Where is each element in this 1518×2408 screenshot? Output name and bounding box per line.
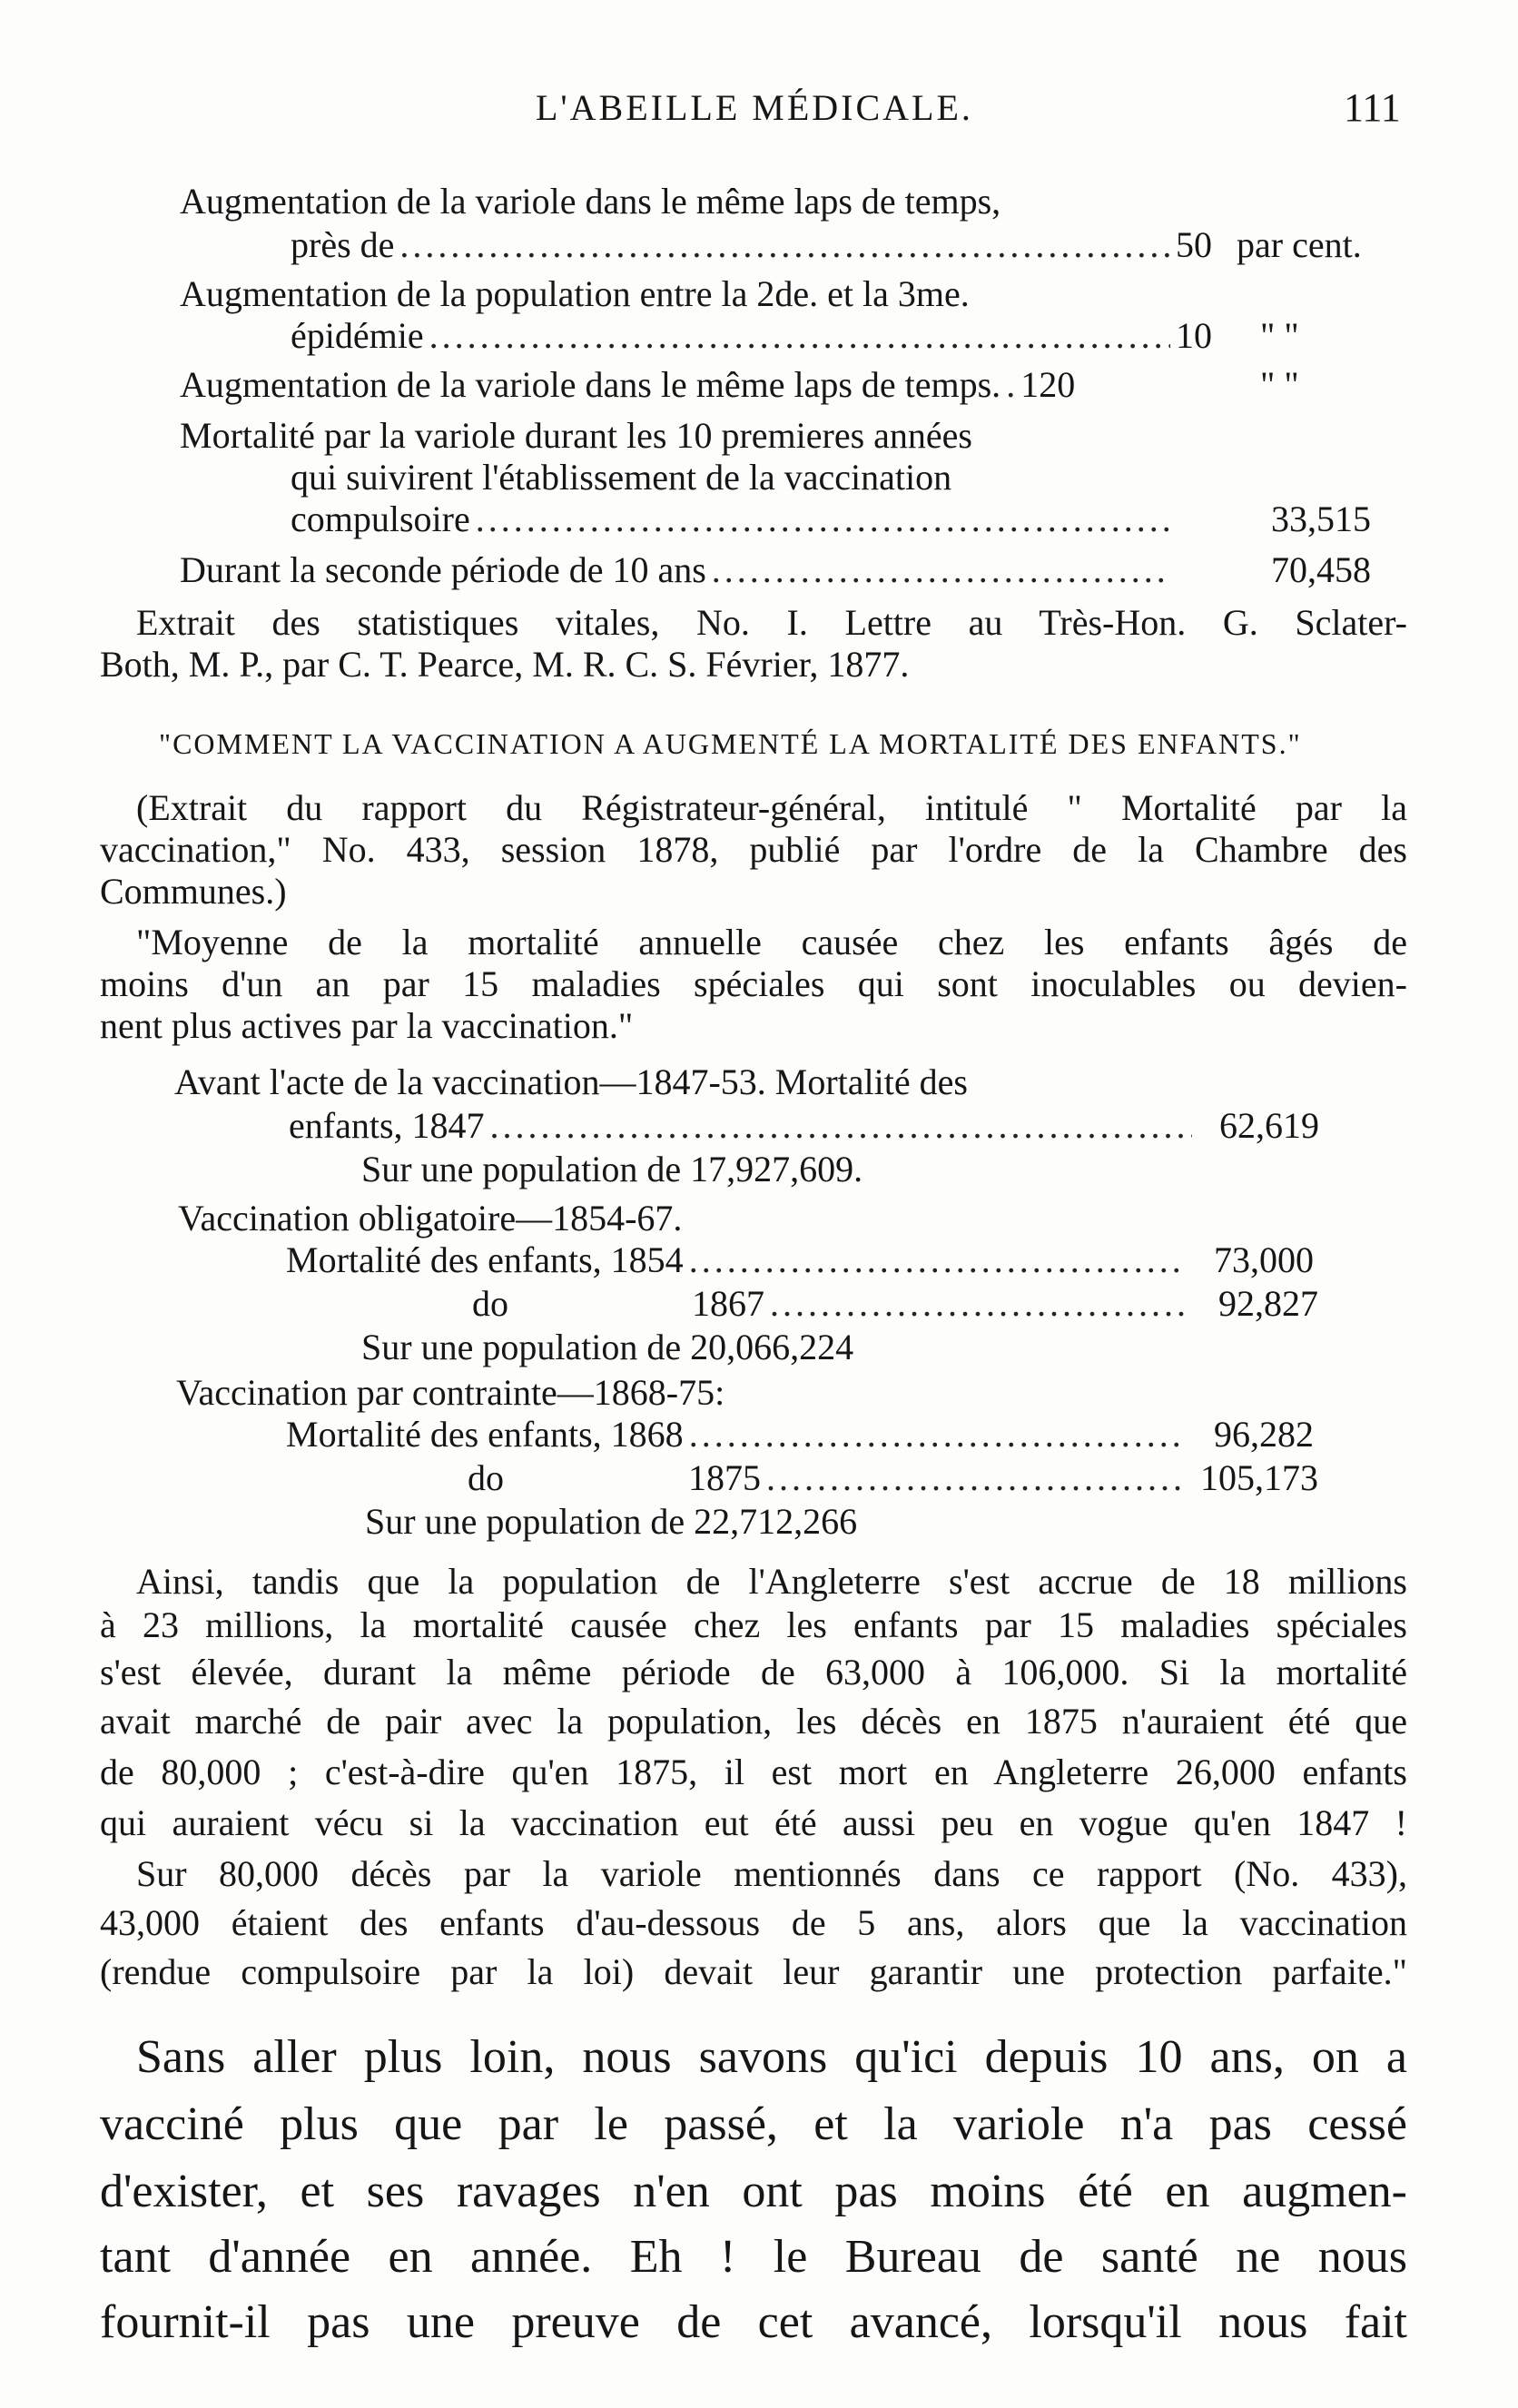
table-row-value: 96,282 [1214, 1414, 1314, 1455]
leader-dots [490, 1104, 1192, 1148]
table-row-ditto: do [468, 1457, 504, 1498]
leader-dots [429, 314, 1170, 358]
table-row [286, 1239, 1314, 1282]
table-row [692, 1282, 1318, 1326]
intro-line: moins d'un an par 15 maladies spéciales qui sont inoculables ou devien- [100, 963, 1407, 1004]
stats-row-value: 10 [1176, 315, 1212, 356]
intro-line: Communes.) [100, 871, 287, 912]
stats-row-value: 50 [1176, 224, 1212, 265]
body-line: d'exister, et ses ravages n'en ont pas moins été en augmen- [100, 2166, 1407, 2217]
leader-dots [689, 1239, 1187, 1282]
leader-dots [712, 548, 1171, 592]
body-line: tant d'année en année. Eh ! le Bureau de santé ne nous [100, 2231, 1407, 2283]
table-row-label: 1875 [688, 1457, 761, 1498]
stats-row-value: 33,515 [1271, 498, 1371, 539]
conclusion-line: Sur 80,000 décès par la variole mentionnés dans ce rapport (No. 433), [136, 1853, 1407, 1894]
conclusion-line: qui auraient vécu si la vaccination eut été aussi peu en vogue qu'en 1847 ! [100, 1802, 1407, 1843]
page-number: 111 [1344, 85, 1401, 130]
table-row-value: 73,000 [1214, 1239, 1314, 1280]
stats-row-unit: " " [1260, 364, 1299, 405]
stats-row-label: Durant la seconde période de 10 ans [180, 549, 706, 590]
stats-line: Mortalité par la variole durant les 10 premieres années [180, 415, 972, 456]
intro-line: nent plus actives par la vaccination." [100, 1005, 634, 1046]
conclusion-line: avait marché de pair avec la population, les décès en 1875 n'auraient été que [100, 1701, 1407, 1742]
stats-line: Augmentation de la variole dans le même laps de temps, [180, 181, 1001, 222]
table-row-ditto: do [472, 1283, 508, 1324]
period-title: Vaccination par contrainte—1868-75: [176, 1372, 725, 1413]
population-line: Sur une population de 20,066,224 [361, 1327, 854, 1367]
intro-line: vaccination," No. 433, session 1878, publié par l'ordre de la Chambre des [100, 829, 1407, 870]
table-row-label: 1867 [692, 1283, 764, 1324]
table-row-value: 105,173 [1200, 1457, 1318, 1498]
stats-line: Augmentation de la population entre la 2de. et la 3me. [180, 273, 970, 314]
period-title: Avant l'acte de la vaccination—1847-53. Mortalité des [174, 1061, 968, 1102]
leader-dots [770, 1282, 1191, 1326]
table-row [688, 1456, 1318, 1500]
stats-row [291, 223, 1212, 267]
table-row-label: enfants, 1847 [289, 1105, 485, 1146]
stats-row-unit: par cent. [1237, 224, 1362, 265]
stats-row-label: épidémie [291, 315, 424, 356]
leader-dots [689, 1413, 1187, 1456]
leader-gap [1006, 363, 1015, 407]
stats-row-label: Augmentation de la variole dans le même laps de temps. [180, 364, 1001, 405]
table-row [286, 1413, 1314, 1456]
conclusion-line: 43,000 étaient des enfants d'au-dessous de 5 ans, alors que la vaccination [100, 1902, 1407, 1943]
stats-row [291, 314, 1212, 358]
body-line: fournit-il pas une preuve de cet avancé, lorsqu'il nous fait [100, 2296, 1407, 2348]
source-line: Both, M. P., par C. T. Pearce, M. R. C. S. Février, 1877. [100, 644, 910, 685]
table-row-label: Mortalité des enfants, 1854 [286, 1239, 684, 1280]
conclusion-line: à 23 millions, la mortalité causée chez les enfants par 15 maladies spéciales [100, 1604, 1407, 1645]
running-title: L'ABEILLE MÉDICALE. [536, 87, 973, 128]
source-line: Extrait des statistiques vitales, No. I. Lettre au Très-Hon. G. Sclater- [136, 602, 1407, 643]
table-row-value: 62,619 [1219, 1105, 1319, 1146]
intro-line: (Extrait du rapport du Régistrateur-général, intitulé " Mortalité par la [136, 787, 1407, 828]
leader-dots [476, 498, 1171, 541]
body-line: vacciné plus que par le passé, et la variole n'a pas cessé [100, 2098, 1407, 2150]
section-heading: "COMMENT LA VACCINATION A AUGMENTÉ LA MORTALITÉ DES ENFANTS." [159, 727, 1302, 760]
period-title: Vaccination obligatoire—1854-67. [178, 1198, 683, 1239]
table-row [289, 1104, 1319, 1148]
conclusion-line: de 80,000 ; c'est-à-dire qu'en 1875, il est mort en Angleterre 26,000 enfants [100, 1752, 1407, 1792]
stats-row-unit: " " [1260, 315, 1299, 356]
body-line: Sans aller plus loin, nous savons qu'ici depuis 10 ans, on a [136, 2031, 1407, 2083]
leader-dots [399, 223, 1170, 267]
stats-row [291, 498, 1371, 541]
stats-row-value: 70,458 [1271, 549, 1371, 590]
table-row-label: Mortalité des enfants, 1868 [286, 1414, 684, 1455]
population-line: Sur une population de 17,927,609. [361, 1149, 863, 1189]
stats-row-value: 120 [1020, 364, 1076, 405]
conclusion-line: s'est élevée, durant la même période de 63,000 à 106,000. Si la mortalité [100, 1652, 1407, 1693]
stats-line: qui suivirent l'établissement de la vaccination [291, 457, 952, 498]
stats-row-label: près de [291, 224, 395, 265]
conclusion-line: Ainsi, tandis que la population de l'Angleterre s'est accrue de 18 millions [136, 1561, 1407, 1602]
conclusion-line: (rendue compulsoire par la loi) devait leur garantir une protection parfaite." [100, 1951, 1407, 1992]
intro-line: "Moyenne de la mortalité annuelle causée chez les enfants âgés de [136, 922, 1407, 962]
stats-row-label: compulsoire [291, 498, 470, 539]
stats-row [180, 363, 1228, 407]
table-row-value: 92,827 [1218, 1283, 1318, 1324]
leader-dots [766, 1456, 1188, 1500]
stats-row [180, 548, 1371, 592]
population-line: Sur une population de 22,712,266 [365, 1501, 858, 1542]
